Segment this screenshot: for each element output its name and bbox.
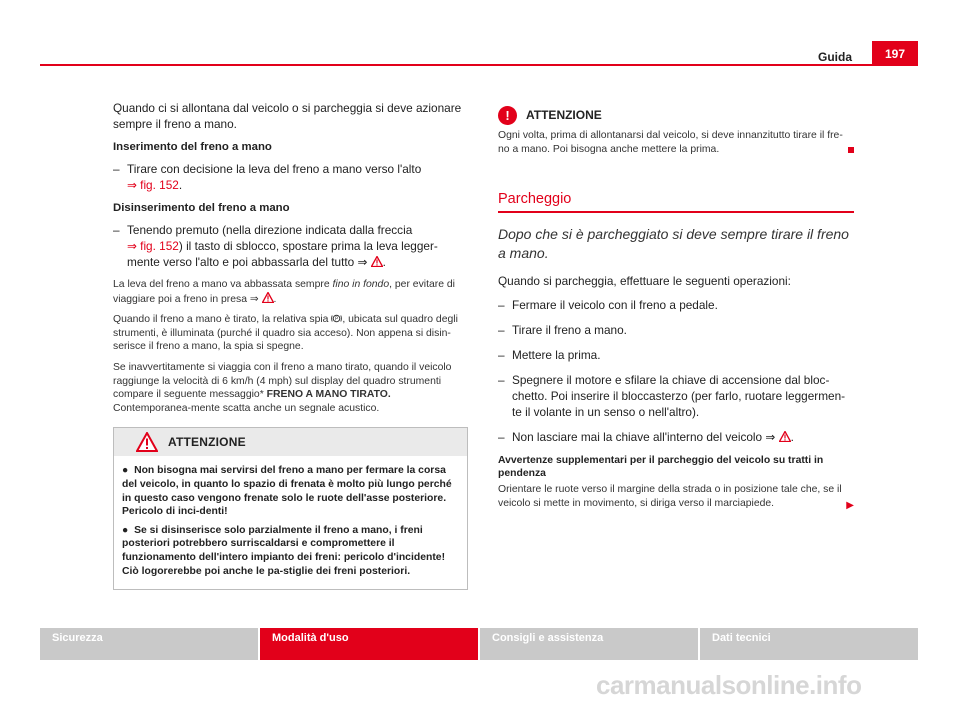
list-dash: – (113, 223, 120, 237)
advice-heading: Avvertenze supplementari per il parcheggio del veicolo su tratti in pendenza (498, 455, 824, 480)
warning-triangle-icon[interactable] (262, 292, 274, 303)
svg-text:P: P (335, 316, 339, 323)
list-dash: – (113, 162, 120, 176)
list-item: – Tirare il freno a mano. (498, 323, 627, 338)
tab-sicurezza[interactable]: Sicurezza (40, 628, 258, 660)
tab-consigli-assistenza[interactable]: Consigli e assistenza (480, 628, 698, 660)
advice-text: Orientare le ruote verso il margine della strada o in posizione tale che, se il veicolo si mette in movimento, si diriga verso il marciapiede. ▶ (498, 484, 854, 511)
section-title: Parcheggio (498, 192, 854, 213)
list-item: – Spegnere il motore e sfilare la chiave di accensione dal bloc-chetto. Poi inserire il bloccasterzo (per farlo, ruotare leggermen-te il volante in un senso o nell'altro). (498, 373, 846, 420)
note-message: Se inavvertitamente si viaggia con il freno a mano tirato, quando il veicolo raggiunge la velocità di 6 km/h (4 mph) sul display del quadro strumenti compare il seguente messaggio* FRENO A MANO TIRATO. Contemporanea-mente scatta anche un segnale acustico. (113, 361, 452, 414)
brake-warning-light-icon (331, 314, 342, 323)
exclamation-icon: ! (498, 106, 517, 125)
release-step (113, 222, 468, 270)
header-rule (40, 64, 918, 66)
release-step-text: Tenendo premuto (nella direzione indicata dalla freccia ⇒ fig. 152) il tasto di sblocco, spostare prima la leva legger-mente verso l'alto e poi abbassarla del tutto ⇒ . (127, 223, 438, 269)
warning-item: ● Se si disinserisce solo parzialmente il freno a mano, i freni posteriori potrebbero surriscaldarsi e compromettere il funzionamento dell'intero impianto dei freni: pericolo d'incidente! Ciò logorerebbe poi anche le pa-stiglie dei freni posteriori. (122, 524, 446, 577)
fig-link[interactable]: ⇒ fig. 152 (127, 239, 179, 253)
watermark: carmanualsonline.info (596, 670, 862, 700)
warning-item: ● Non bisogna mai servirsi del freno a mano per fermare la corsa del veicolo, in quanto lo spazio di frenata è molto più lungo perché in questo caso vengono frenate solo le ruote dell'asse posteriore. Pericolo di inci-denti! (122, 465, 452, 518)
section-lead: Dopo che si è parcheggiato si deve sempre tirare il freno a mano. (498, 226, 849, 262)
warning-title: ATTENZIONE (168, 434, 246, 449)
tab-dati-tecnici[interactable]: Dati tecnici (700, 628, 918, 660)
insert-heading: Inserimento del freno a mano (113, 141, 272, 153)
fig-link[interactable]: ⇒ fig. 152 (127, 178, 179, 192)
steps-intro: Quando si parcheggia, effettuare le seguenti operazioni: (498, 274, 791, 289)
list-item: – Fermare il veicolo con il freno a pedale. (498, 298, 718, 313)
caution-title: ATTENZIONE (526, 108, 602, 122)
left-column (113, 100, 468, 590)
intro-paragraph: Quando ci si allontana dal veicolo o si parcheggia si deve azionare sempre il freno a mano. (113, 101, 462, 131)
note-warning-light: Quando il freno a mano è tirato, la relativa spia P , ubicata sul quadro degli strumenti, è illuminata (purché il quadro sia acceso). Non appena si disin-serisce il freno a mano, la spia si spegne. (113, 314, 458, 353)
caution-header (498, 106, 854, 125)
footer-tabs (40, 628, 918, 660)
list-item: – Non lasciare mai la chiave all'interno del veicolo ⇒ . (498, 430, 794, 445)
insert-step-text: Tirare con decisione la leva del freno a mano verso l'alto ⇒ fig. 152. (127, 162, 422, 192)
right-column (498, 106, 854, 512)
release-heading: Disinserimento del freno a mano (113, 202, 290, 214)
continue-arrow-icon: ▶ (846, 499, 854, 511)
end-marker-icon (848, 147, 854, 153)
caution-text: Ogni volta, prima di allontanarsi dal veicolo, si deve innanzitutto tirare il fre-no a mano. Poi bisogna anche mettere la prima. (498, 129, 854, 156)
warning-triangle-icon (136, 432, 158, 452)
tab-modalita-uso[interactable]: Modalità d'uso (260, 628, 478, 660)
list-item: – Mettere la prima. (498, 348, 601, 363)
note-lever: La leva del freno a mano va abbassata sempre fino in fondo, per evitare di viaggiare poi a freno in presa ⇒ . (113, 279, 455, 305)
warning-box-header (114, 428, 467, 456)
insert-step (113, 161, 468, 193)
running-header-title: Guida (818, 50, 853, 64)
warning-triangle-icon[interactable] (371, 256, 383, 267)
page-number: 197 (872, 41, 918, 66)
warning-body (114, 456, 467, 589)
warning-box (113, 427, 468, 590)
warning-triangle-icon[interactable] (779, 431, 791, 442)
